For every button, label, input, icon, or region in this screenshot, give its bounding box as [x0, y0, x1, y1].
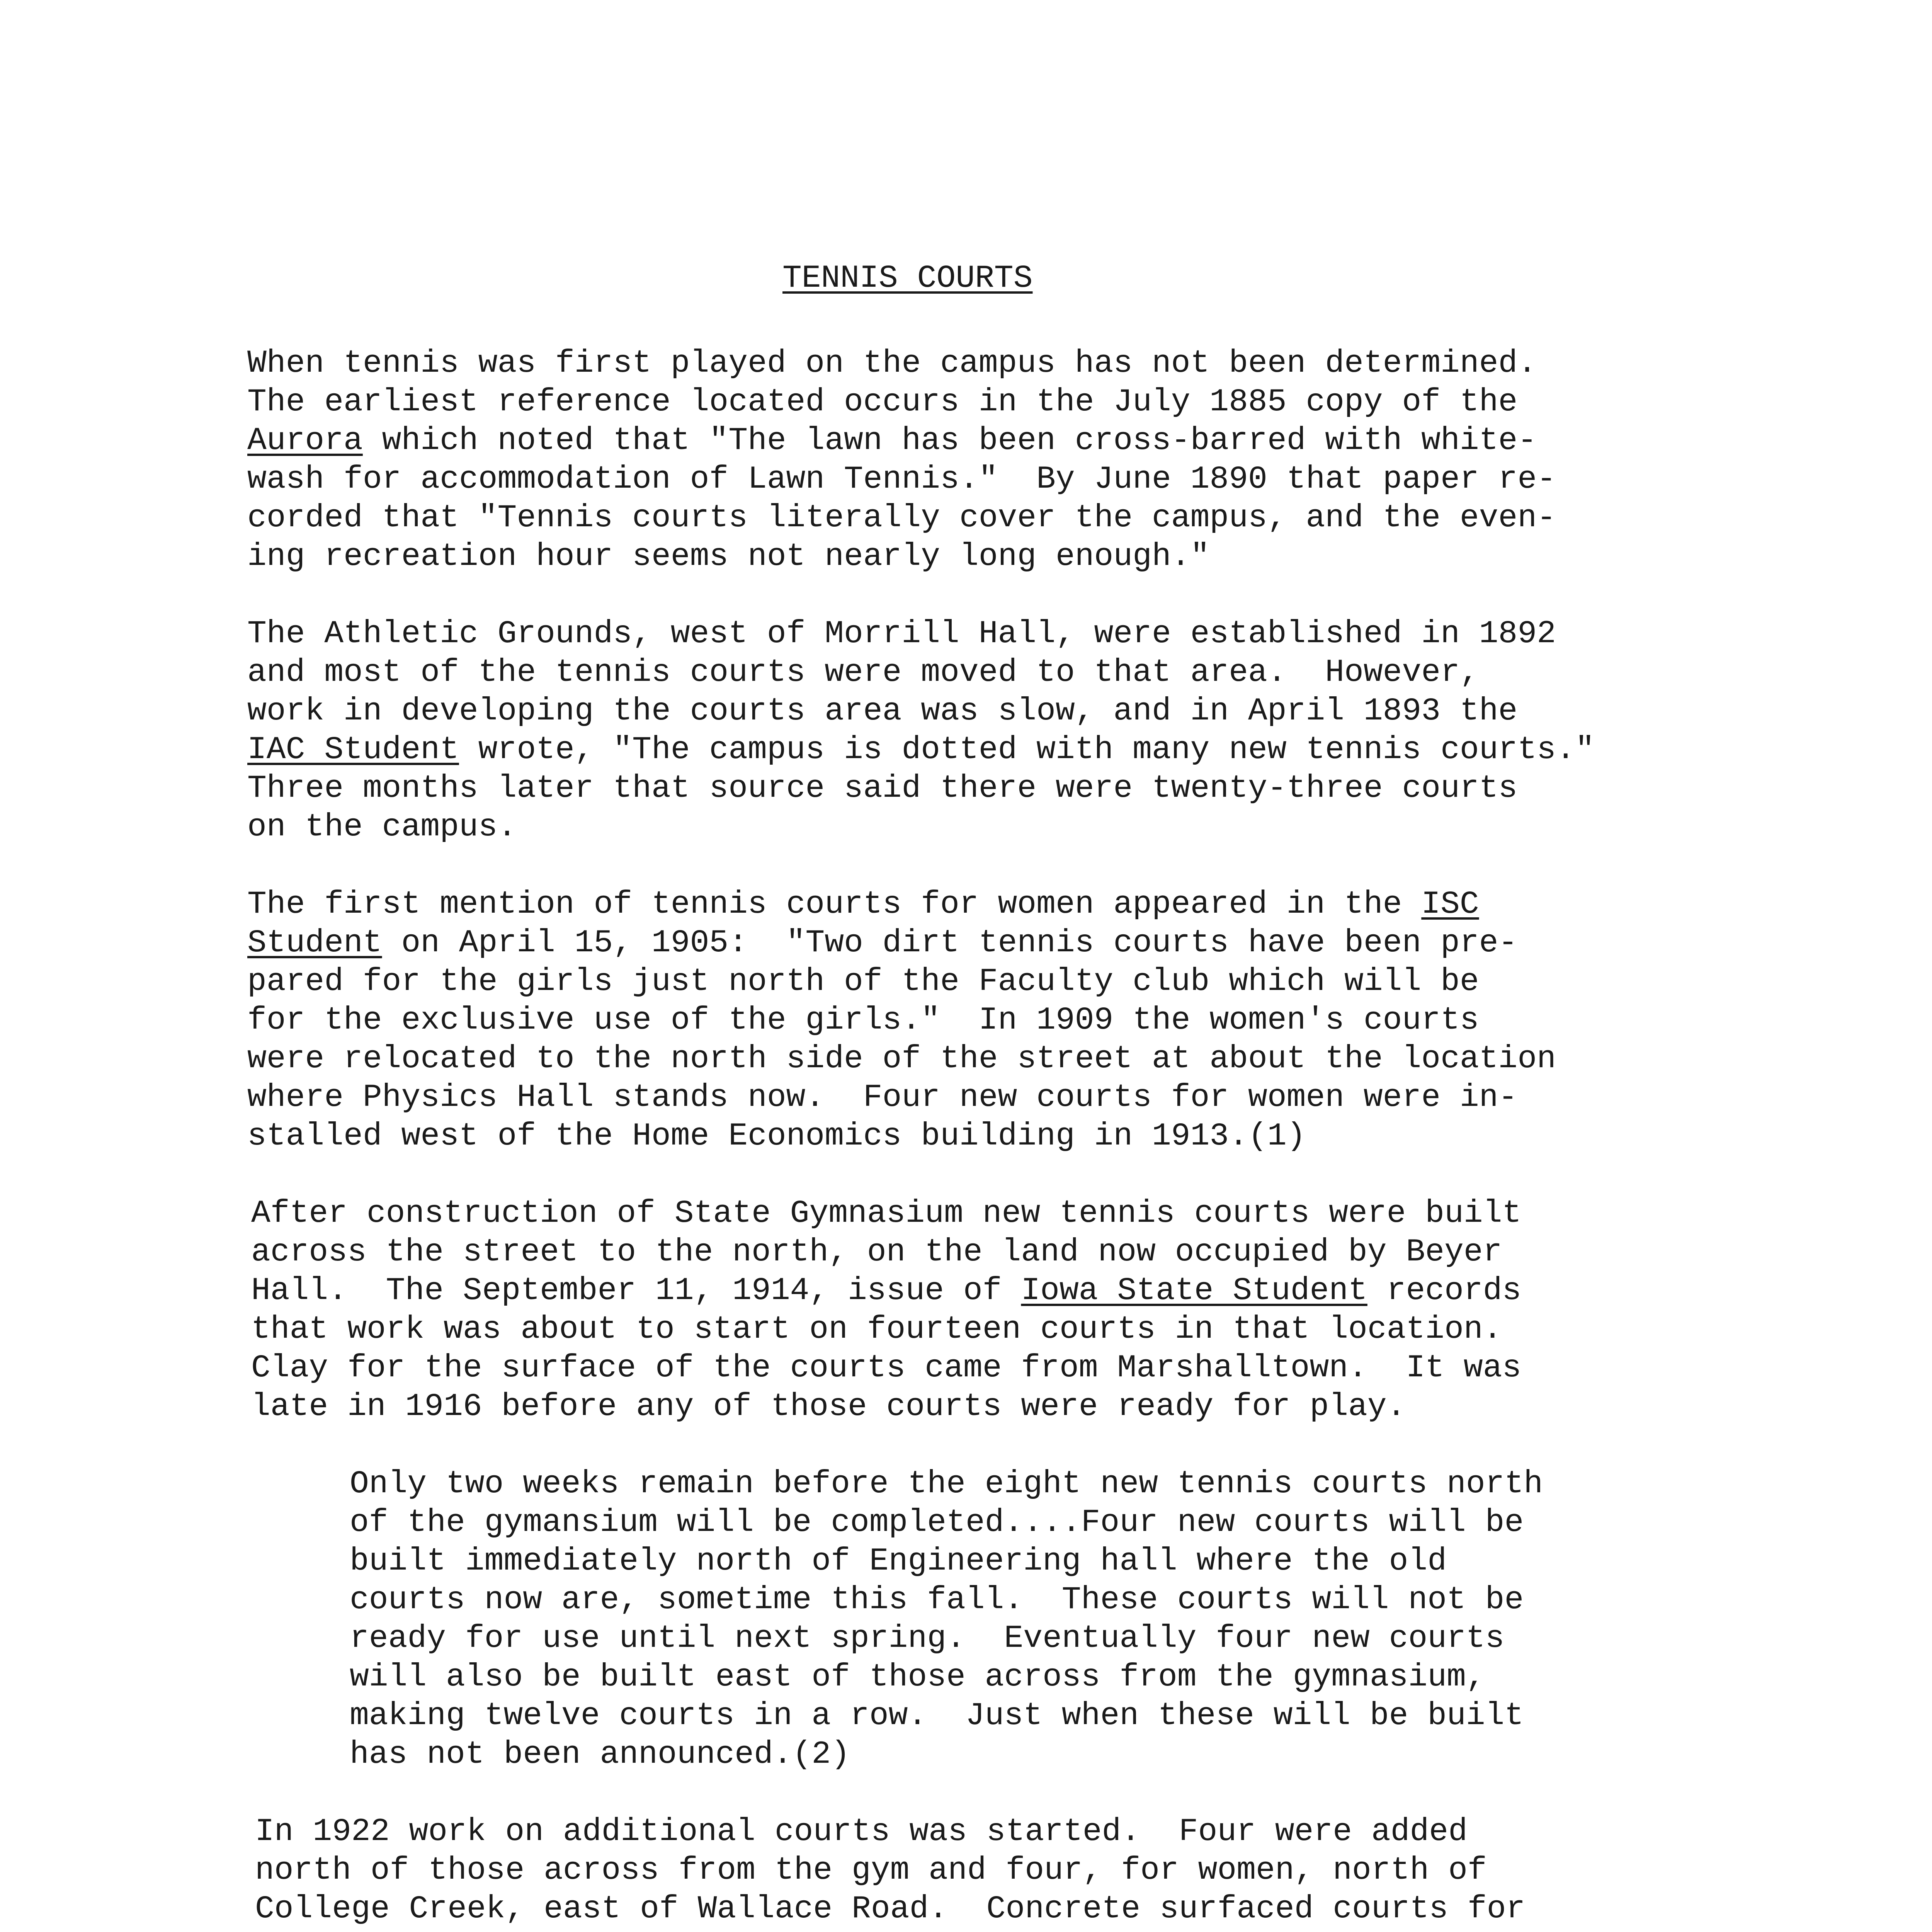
- text-span: The first mention of tennis courts for women appeared in the: [247, 886, 1422, 922]
- quote-line: of the gymansium will be completed....Four new courts will be: [350, 1504, 1524, 1541]
- text-line: When tennis was first played on the campus has not been determined.: [247, 345, 1537, 381]
- text-line: pared for the girls just north of the Faculty club which will be: [247, 963, 1479, 1000]
- text-line: that work was about to start on fourteen courts in that location.: [251, 1311, 1502, 1347]
- publication-title: Student: [247, 925, 382, 961]
- text-line: for the exclusive use of the girls." In 1909 the women's courts: [247, 1002, 1479, 1038]
- text-line: After construction of State Gymnasium new tennis courts were built: [251, 1195, 1522, 1231]
- quote-line: making twelve courts in a row. Just when these will be built: [350, 1697, 1524, 1734]
- text-span: records: [1367, 1272, 1522, 1309]
- text-line: [247, 885, 1479, 923]
- text-line: stalled west of the Home Economics building in 1913.(1): [247, 1118, 1306, 1154]
- text-line: [247, 421, 1537, 460]
- text-line: corded that "Tennis courts literally cover the campus, and the even-: [247, 500, 1556, 536]
- text-line: north of those across from the gym and four, for women, north of: [255, 1852, 1487, 1888]
- text-line: In 1922 work on additional courts was started. Four were added: [255, 1813, 1468, 1850]
- text-line: ing recreation hour seems not nearly long enough.": [247, 538, 1210, 575]
- text-line: late in 1916 before any of those courts were ready for play.: [251, 1388, 1406, 1425]
- text-line: [251, 1271, 1521, 1310]
- text-line: work in developing the courts area was slow, and in April 1893 the: [247, 693, 1518, 729]
- text-span: which noted that "The lawn has been cross-barred with white-: [362, 422, 1537, 459]
- page-title: TENNIS COURTS: [782, 260, 1033, 296]
- text-line: where Physics Hall stands now. Four new courts for women were in-: [247, 1079, 1518, 1116]
- publication-title: Iowa State Student: [1021, 1272, 1367, 1309]
- text-line: The Athletic Grounds, west of Morrill Hall, were established in 1892: [247, 616, 1556, 652]
- text-line: Clay for the surface of the courts came from Marshalltown. It was: [251, 1350, 1522, 1386]
- text-line: College Creek, east of Wallace Road. Concrete surfaced courts for: [255, 1891, 1526, 1927]
- text-line: [247, 923, 1517, 962]
- quote-line: ready for use until next spring. Eventually four new courts: [350, 1620, 1505, 1656]
- publication-title: Aurora: [247, 422, 363, 459]
- quote-line: courts now are, sometime this fall. These courts will not be: [350, 1582, 1524, 1618]
- text-line: across the street to the north, on the land now occupied by Beyer: [251, 1234, 1502, 1270]
- text-line: The earliest reference located occurs in the July 1885 copy of the: [247, 384, 1518, 420]
- text-span: Hall. The September 11, 1914, issue of: [251, 1272, 1021, 1309]
- text-line: on the campus.: [247, 809, 517, 845]
- text-span: on April 15, 1905: "Two dirt tennis courts have been pre-: [382, 925, 1518, 961]
- quote-line: has not been announced.(2): [350, 1736, 850, 1772]
- publication-title: IAC Student: [247, 731, 459, 768]
- text-line: wash for accommodation of Lawn Tennis." By June 1890 that paper re-: [247, 461, 1556, 497]
- text-line: and most of the tennis courts were moved to that area. However,: [247, 654, 1479, 690]
- text-line: were relocated to the north side of the street at about the location: [247, 1041, 1556, 1077]
- publication-title: ISC: [1421, 886, 1479, 922]
- quote-line: will also be built east of those across from the gymnasium,: [350, 1659, 1485, 1695]
- quote-line: built immediately north of Engineering hall where the old: [350, 1543, 1447, 1579]
- quote-line: Only two weeks remain before the eight new tennis courts north: [350, 1466, 1543, 1502]
- text-span: wrote, "The campus is dotted with many new tennis courts.": [459, 731, 1595, 768]
- text-line: [247, 730, 1595, 769]
- text-line: Three months later that source said there were twenty-three courts: [247, 770, 1518, 806]
